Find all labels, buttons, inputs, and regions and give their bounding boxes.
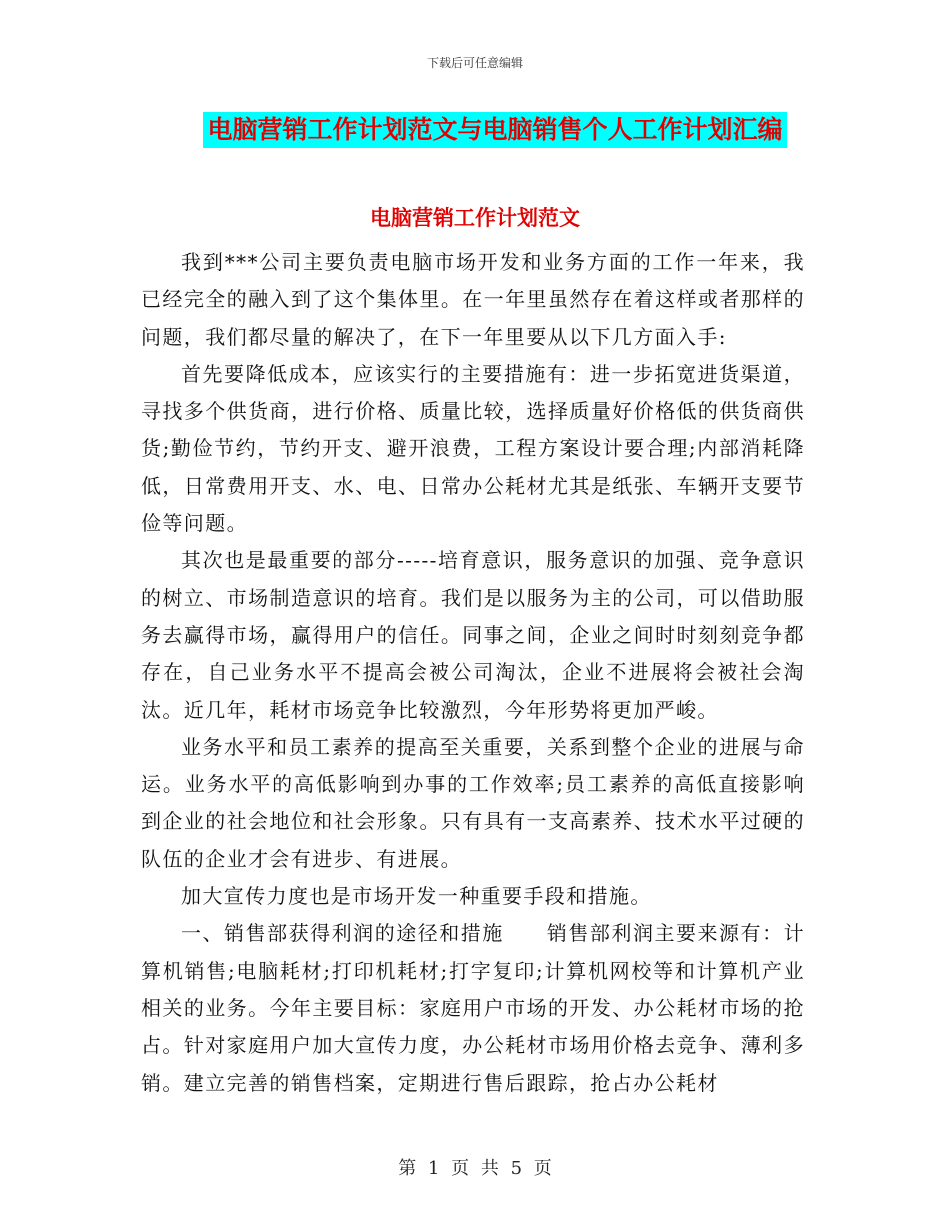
paragraph: 加大宣传力度也是市场开发一种重要手段和措施。 — [181, 884, 652, 909]
paragraph: 其次也是最重要的部分-----培育意识，服务意识的加强、竞争意识的树立、市场制造意识的培育。我们是以服务为主的公司，可以借助服务去赢得市场，赢得用户的信任。同事之间，企业之间时时刻刻竞争都存在，自己业务水平不提高会被公司淘汰，企业不进展将会被社会淘汰。近几年，耗材市场竞争比较激烈，今年形势将更加严峻。 — [141, 548, 805, 722]
paragraph: 业务水平和员工素养的提高至关重要，关系到整个企业的进展与命运。业务水平的高低影响到办事的工作效率;员工素养的高低直接影响到企业的社会地位和社会形象。只有具有一支高素养、技术水平过硬的队伍的企业才会有进步、有进展。 — [141, 734, 805, 871]
section-title: 电脑营销工作计划范文 — [370, 206, 580, 230]
header-note: 下载后可任意编辑 — [426, 56, 523, 70]
document-title-container — [0, 112, 950, 148]
paragraph: 首先要降低成本，应该实行的主要措施有：进一步拓宽进货渠道，寻找多个供货商，进行价格、质量比较，选择质量好价格低的供货商供货;勤俭节约，节约开支、避开浪费，工程方案设计要合理;内部消耗降低，日常费用开支、水、电、日常办公耗材尤其是纸张、车辆开支要节俭等问题。 — [141, 361, 805, 536]
page-number-footer: 第 1 页 共 5 页 — [398, 1158, 552, 1179]
paragraph: 我到***公司主要负责电脑市场开发和业务方面的工作一年来，我已经完全的融入到了这个集体里。在一年里虽然存在着这样或者那样的问题，我们都尽量的解决了，在下一年里要从以下几方面入手: — [141, 250, 805, 349]
body-text — [141, 244, 805, 1102]
paragraph: 一、销售部获得利润的途径和措施 销售部利润主要来源有：计算机销售;电脑耗材;打印机耗材;打字复印;计算机网校等和计算机产业相关的业务。今年主要目标：家庭用户市场的开发、办公耗材市场的抢占。针对家庭用户加大宣传力度，办公耗材市场用价格去竞争、薄利多销。建立完善的销售档案，定期进行售后跟踪，抢占办公耗材 — [141, 921, 805, 1095]
document-title: 电脑营销工作计划范文与电脑销售个人工作计划汇编 — [203, 112, 786, 148]
